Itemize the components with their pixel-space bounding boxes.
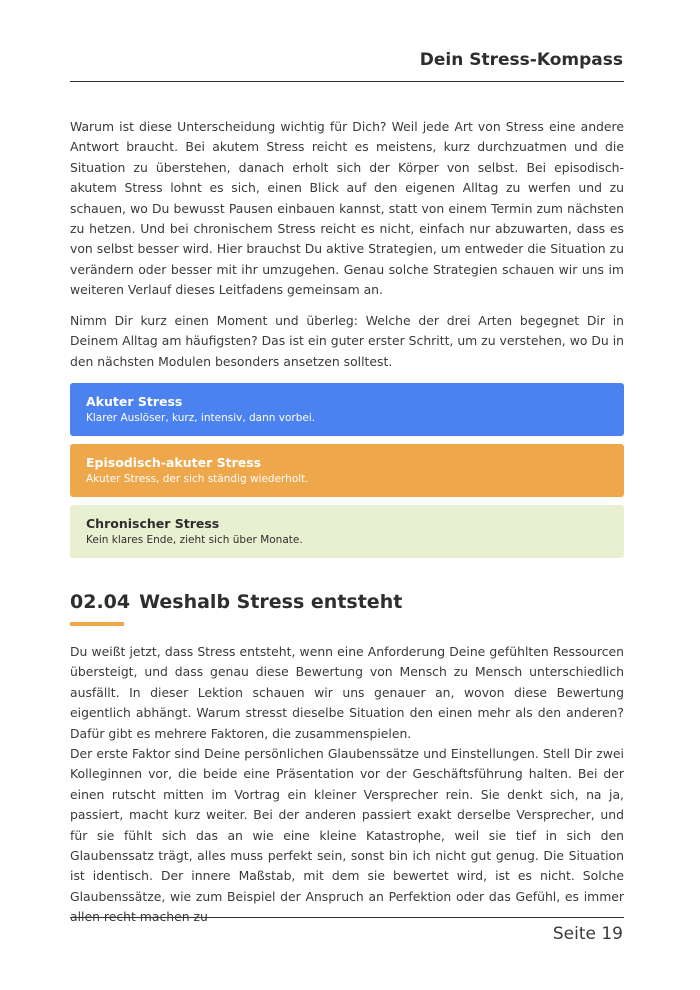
callout-description: Klarer Auslöser, kurz, intensiv, dann vorbei.: [86, 412, 316, 424]
running-header-title: Dein Stress-Kompass: [419, 50, 623, 70]
footer-rule: [70, 917, 624, 918]
section-body: [70, 642, 624, 928]
section-title: Weshalb Stress entsteht: [139, 591, 403, 613]
callout-description: Akuter Stress, der sich ständig wiederholt.: [86, 473, 309, 485]
section-heading: [70, 591, 402, 613]
section-number: 02.04: [70, 591, 131, 613]
callout-chronic-stress: [70, 505, 624, 558]
page-number: Seite 19: [552, 924, 623, 944]
body-paragraph: Warum ist diese Unterscheidung wichtig für Dich? Weil jede Art von Stress eine andere Antwort braucht. Bei akutem Stress reicht es meistens, kurz durchzuatmen und die Situation zu überstehen, danach erholt sich der Körper von selbst. Bei episodisch-akutem Stress lohnt es sich, einen Blick auf den eigenen Alltag zu werfen und zu schauen, wo Du bewusst Pausen einbauen kannst, statt von einem Termin zum nächsten zu hetzen. Und bei chronischem Stress reicht es nicht, einfach nur abzuwarten, dass es von selbst besser wird. Hier brauchst Du aktive Strategien, um entweder die Situation zu verändern oder besser mit ihr umzugehen. Genau solche Strategien schauen wir uns im weiteren Verlauf dieses Leitfadens gemeinsam an.: [70, 119, 624, 298]
callout-title: Akuter Stress: [86, 394, 183, 409]
callout-description: Kein klares Ende, zieht sich über Monate.: [86, 534, 303, 546]
callout-episodic-acute-stress: [70, 444, 624, 497]
callout-title: Chronischer Stress: [86, 516, 220, 531]
body-paragraph: Nimm Dir kurz einen Moment und überleg: Welche der drei Arten begegnet Dir in Deinem Alltag am häufigsten? Das ist ein guter erster Schritt, um zu verstehen, wo Du in den nächsten Modulen besonders ansetzen solltest.: [70, 313, 624, 369]
callout-title: Episodisch-akuter Stress: [86, 455, 262, 470]
body-paragraph: Der erste Faktor sind Deine persönlichen Glaubenssätze und Einstellungen. Stell Dir zwei Kolleginnen vor, die beide eine Präsentation vor der Geschäftsführung halten. Bei der einen rutscht mitten im Vortrag ein kleiner Versprecher rein. Sie denkt sich, na ja, passiert, macht kurz weiter. Bei der anderen passiert exakt derselbe Versprecher, und für sie fühlt sich das an wie eine kleine Katastrophe, weil sie tief in sich den Glaubenssatz trägt, alles muss perfekt sein, sonst bin ich nicht gut genug. Die Situation ist identisch. Der innere Maßstab, mit dem sie bewertet wird, ist es nicht. Solche Glaubenssätze, wie zum Beispiel der Anspruch an Perfektion oder das Gefühl, es immer allen recht machen zu: [70, 746, 624, 925]
section-heading-underline: [70, 622, 124, 626]
body-paragraph: Du weißt jetzt, dass Stress entsteht, wenn eine Anforderung Deine gefühlten Ressourcen übersteigt, und dass genau diese Bewertung von Mensch zu Mensch unterschiedlich ausfällt. In dieser Lektion schauen wir uns genauer an, wovon diese Bewertung eigentlich abhängt. Warum stresst dieselbe Situation den einen mehr als den anderen? Dafür gibt es mehrere Faktoren, die zusammenspielen.: [70, 644, 624, 741]
header-rule: [70, 81, 624, 82]
callout-acute-stress: [70, 383, 624, 436]
